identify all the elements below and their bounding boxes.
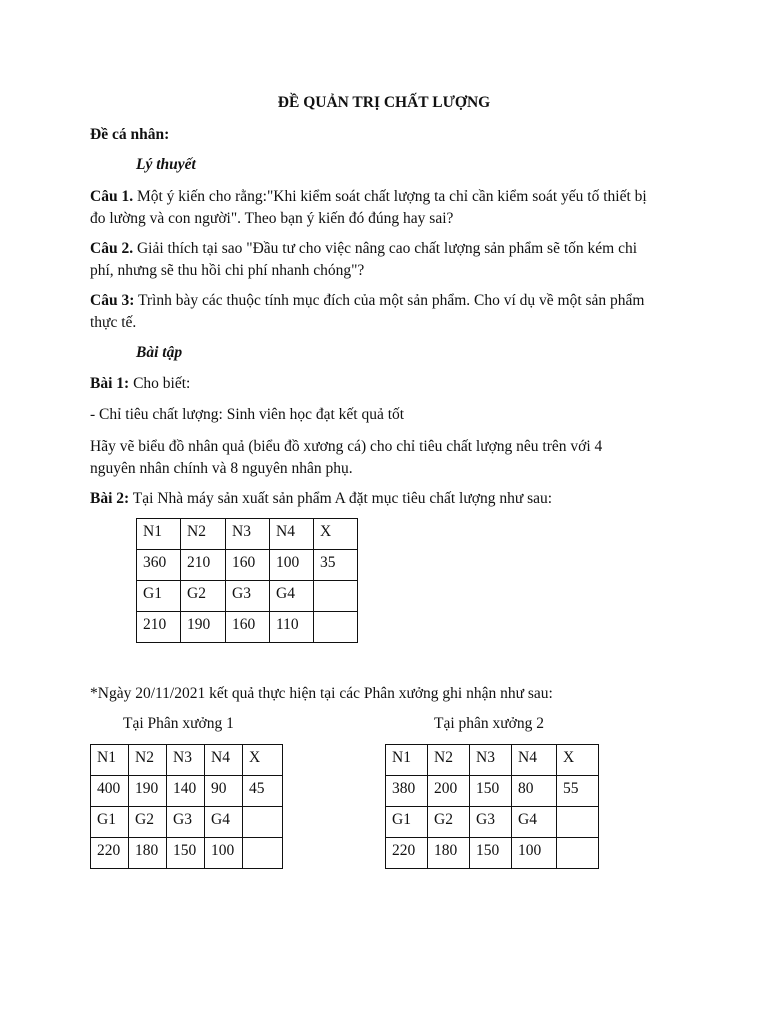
- table-cell: 180: [428, 838, 470, 869]
- question-1: [90, 186, 690, 230]
- table-cell: [243, 838, 283, 869]
- question-3-line-1: Trình bày các thuộc tính mục đích của một sản phẩm. Cho ví dụ về một sản phẩm: [134, 292, 645, 309]
- table-cell: G3: [167, 807, 205, 838]
- question-2-line-2: phí, nhưng sẽ thu hồi chi phí nhanh chóng"?: [90, 262, 365, 279]
- table-row: [137, 612, 358, 643]
- table-cell: 190: [129, 776, 167, 807]
- exercise-1-criterion: - Chỉ tiêu chất lượng: Sinh viên học đạt kết quả tốt: [90, 406, 405, 423]
- table-cell: 180: [129, 838, 167, 869]
- table-row: [91, 776, 283, 807]
- table-cell: 150: [470, 838, 512, 869]
- table-row: [386, 776, 599, 807]
- question-1-line-1: Một ý kiến cho rằng:"Khi kiểm soát chất lượng ta chỉ cần kiểm soát yếu tố thiết bị: [133, 188, 647, 205]
- table-cell: 100: [270, 550, 314, 581]
- question-1-label: Câu 1.: [90, 188, 134, 205]
- table-row: [386, 745, 599, 776]
- table-cell: N3: [167, 745, 205, 776]
- table-cell: 220: [91, 838, 129, 869]
- table-cell: G2: [428, 807, 470, 838]
- table-cell: N2: [428, 745, 470, 776]
- table-cell: 150: [470, 776, 512, 807]
- table-cell: 80: [512, 776, 557, 807]
- exercise-heading: Bài tập: [136, 344, 183, 361]
- question-1-line-2: đo lường và con người". Theo bạn ý kiến đó đúng hay sai?: [90, 210, 454, 227]
- question-3-label: Câu 3:: [90, 292, 135, 309]
- table-row: [137, 519, 358, 550]
- table-cell: 360: [137, 550, 181, 581]
- table-cell: 380: [386, 776, 428, 807]
- table-cell: N1: [386, 745, 428, 776]
- table-cell: 150: [167, 838, 205, 869]
- table-cell: G1: [386, 807, 428, 838]
- table-row: [91, 807, 283, 838]
- table-cell: N3: [226, 519, 270, 550]
- workshop-2-results-table: [385, 744, 599, 869]
- table-cell: 110: [270, 612, 314, 643]
- table-cell: X: [557, 745, 599, 776]
- table-cell: 190: [181, 612, 226, 643]
- question-2-label: Câu 2.: [90, 240, 134, 257]
- exercise-1-label: Bài 1:: [90, 375, 130, 392]
- table-cell: [557, 838, 599, 869]
- table-row: [137, 581, 358, 612]
- table-cell: 35: [314, 550, 358, 581]
- table-cell: 55: [557, 776, 599, 807]
- section-personal-heading: Đề cá nhân:: [90, 126, 170, 143]
- table-cell: G1: [137, 581, 181, 612]
- table-cell: N4: [512, 745, 557, 776]
- table-cell: 100: [205, 838, 243, 869]
- table-cell: 200: [428, 776, 470, 807]
- exercise-1-task-line-1: Hãy vẽ biểu đồ nhân quả (biểu đồ xương cá) cho chỉ tiêu chất lượng nêu trên với 4: [90, 438, 603, 455]
- table-cell: [314, 612, 358, 643]
- table-cell: [314, 581, 358, 612]
- table-cell: N1: [91, 745, 129, 776]
- exercise-2-intro: [90, 488, 552, 510]
- question-2-line-1: Giải thích tại sao "Đầu tư cho việc nâng cao chất lượng sản phẩm sẽ tốn kém chi: [133, 240, 638, 257]
- target-quality-table: [136, 518, 358, 643]
- table-cell: G2: [181, 581, 226, 612]
- table-cell: 400: [91, 776, 129, 807]
- question-2: [90, 238, 690, 282]
- table-cell: N4: [205, 745, 243, 776]
- table-cell: G4: [205, 807, 243, 838]
- workshop-1-results-table: [90, 744, 283, 869]
- table-cell: 140: [167, 776, 205, 807]
- table-row: [386, 838, 599, 869]
- document-title: ĐỀ QUẢN TRỊ CHẤT LƯỢNG: [277, 94, 491, 111]
- table-cell: G1: [91, 807, 129, 838]
- table-cell: [243, 807, 283, 838]
- table-cell: G2: [129, 807, 167, 838]
- exercise-2-label: Bài 2:: [90, 490, 130, 507]
- workshop-2-caption: Tại phân xưởng 2: [434, 715, 545, 732]
- table-row: [91, 838, 283, 869]
- exercise-1-task: [90, 436, 690, 480]
- exercise-1-task-line-2: nguyên nhân chính và 8 nguyên nhân phụ.: [90, 460, 353, 477]
- table-row: [386, 807, 599, 838]
- workshop-1-caption: Tại Phân xưởng 1: [123, 715, 234, 732]
- exercise-1-text: Cho biết:: [129, 375, 191, 392]
- theory-heading: Lý thuyết: [136, 156, 196, 173]
- table-cell: G4: [270, 581, 314, 612]
- table-row: [91, 745, 283, 776]
- table-cell: 160: [226, 612, 270, 643]
- question-3: [90, 290, 690, 334]
- question-3-line-2: thực tế.: [90, 314, 137, 331]
- table-cell: N4: [270, 519, 314, 550]
- table-cell: 100: [512, 838, 557, 869]
- table-cell: 45: [243, 776, 283, 807]
- table-row: [137, 550, 358, 581]
- table-cell: N3: [470, 745, 512, 776]
- table-cell: G3: [226, 581, 270, 612]
- table-cell: G4: [512, 807, 557, 838]
- table-cell: N2: [181, 519, 226, 550]
- table-cell: N2: [129, 745, 167, 776]
- table-cell: X: [243, 745, 283, 776]
- exercise-2-text: Tại Nhà máy sản xuất sản phẩm A đặt mục tiêu chất lượng như sau:: [129, 490, 553, 507]
- table-cell: 220: [386, 838, 428, 869]
- exercise-1-intro: [90, 373, 190, 395]
- table-cell: 210: [181, 550, 226, 581]
- table-cell: 90: [205, 776, 243, 807]
- table-cell: G3: [470, 807, 512, 838]
- table-cell: 160: [226, 550, 270, 581]
- table-cell: [557, 807, 599, 838]
- table-cell: X: [314, 519, 358, 550]
- result-note: *Ngày 20/11/2021 kết quả thực hiện tại các Phân xưởng ghi nhận như sau:: [90, 685, 553, 702]
- table-cell: 210: [137, 612, 181, 643]
- table-cell: N1: [137, 519, 181, 550]
